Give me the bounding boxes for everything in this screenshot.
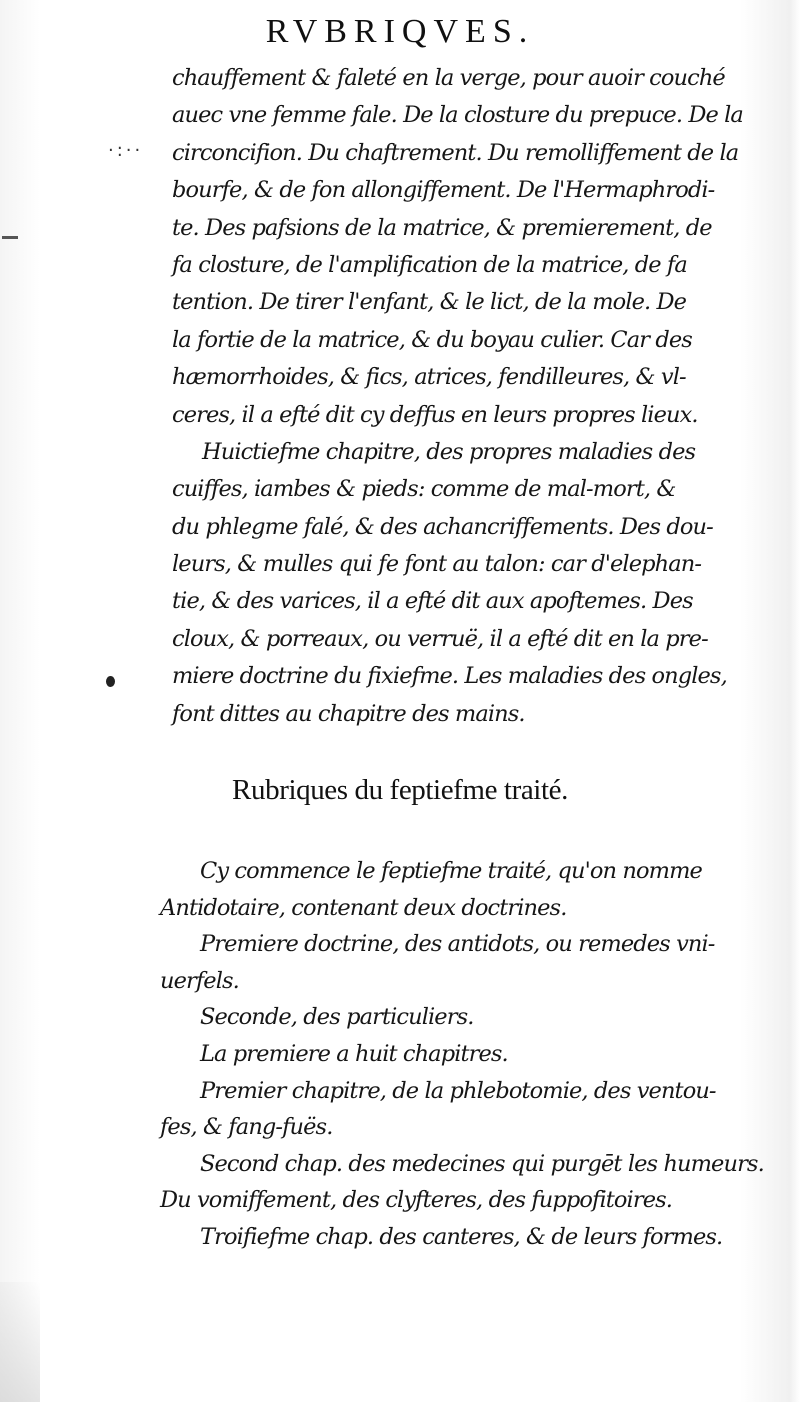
- text-line: la fortie de la matrice, & du boyau culier. Car des: [172, 326, 692, 353]
- text-line: du phlegme falé, & des achancriffements. Des dou-: [172, 513, 713, 540]
- text-line: fes, & fang-fuës.: [160, 1114, 333, 1141]
- section-heading: Rubriques du feptiefme traité.: [232, 774, 568, 806]
- text-line: cloux, & porreaux, ou verruë, il a efté dit en la pre-: [172, 625, 708, 652]
- text-line: La premiere a huit chapitres.: [200, 1040, 508, 1067]
- text-line: Antidotaire, contenant deux doctrines.: [160, 894, 567, 921]
- text-line: hæmorrhoides, & fics, atrices, fendilleures, & vl-: [172, 364, 686, 391]
- text-line: font dittes au chapitre des mains.: [172, 700, 525, 727]
- text-line: fa closture, de l'amplification de la matrice, de fa: [172, 251, 687, 278]
- text-line: tie, & des varices, il a efté dit aux apoftemes. Des: [172, 588, 693, 615]
- text-line: auec vne femme fale. De la closture du prepuce. De la: [172, 102, 743, 129]
- running-head: RVBRIQVES.: [265, 13, 535, 50]
- text-line: Cy commence le feptiefme traité, qu'on nomme: [200, 858, 702, 884]
- text-line: cuiffes, iambes & pieds: comme de mal-mort, &: [172, 476, 676, 503]
- text-line: leurs, & mulles qui fe font au talon: car d'elephan-: [172, 551, 702, 578]
- text-line: circoncifion. Du chaftrement. Du remolliffement de la: [172, 139, 739, 166]
- margin-mark: [2, 236, 18, 239]
- text-line: bourfe, & de fon allongiffement. De l'Hermaphrodi-: [172, 177, 715, 204]
- ink-spot: [106, 676, 115, 687]
- margin-dots: ·:··: [108, 140, 144, 161]
- text-line: miere doctrine du fixiefme. Les maladies des ongles,: [172, 663, 727, 690]
- text-line: Troifiefme chap. des canteres, & de leurs formes.: [200, 1223, 723, 1250]
- text-line: Second chap. des medecines qui purgēt les humeurs.: [200, 1150, 764, 1177]
- text-line: tention. De tirer l'enfant, & le lict, de la mole. De: [172, 289, 687, 316]
- text-line: uerfels.: [160, 967, 239, 994]
- text-line: Premier chapitre, de la phlebotomie, des ventou-: [200, 1077, 716, 1104]
- text-line: ceres, il a efté dit cy deffus en leurs propres lieux.: [172, 401, 698, 428]
- text-line: Huictiefme chapitre, des propres maladies des: [202, 438, 696, 465]
- text-line: Premiere doctrine, des antidots, ou remedes vni-: [200, 931, 715, 958]
- page-fold: [0, 1282, 40, 1402]
- text-line: te. Des pafsions de la matrice, & premierement, de: [172, 214, 712, 241]
- text-line: chauffement & faleté en la verge, pour auoir couché: [172, 65, 725, 91]
- text-line: Seconde, des particuliers.: [200, 1004, 474, 1031]
- text-line: Du vomiffement, des clyfteres, des fuppofitoires.: [160, 1187, 673, 1214]
- text-block-upper: [172, 60, 784, 733]
- text-block-lower: [160, 853, 784, 1256]
